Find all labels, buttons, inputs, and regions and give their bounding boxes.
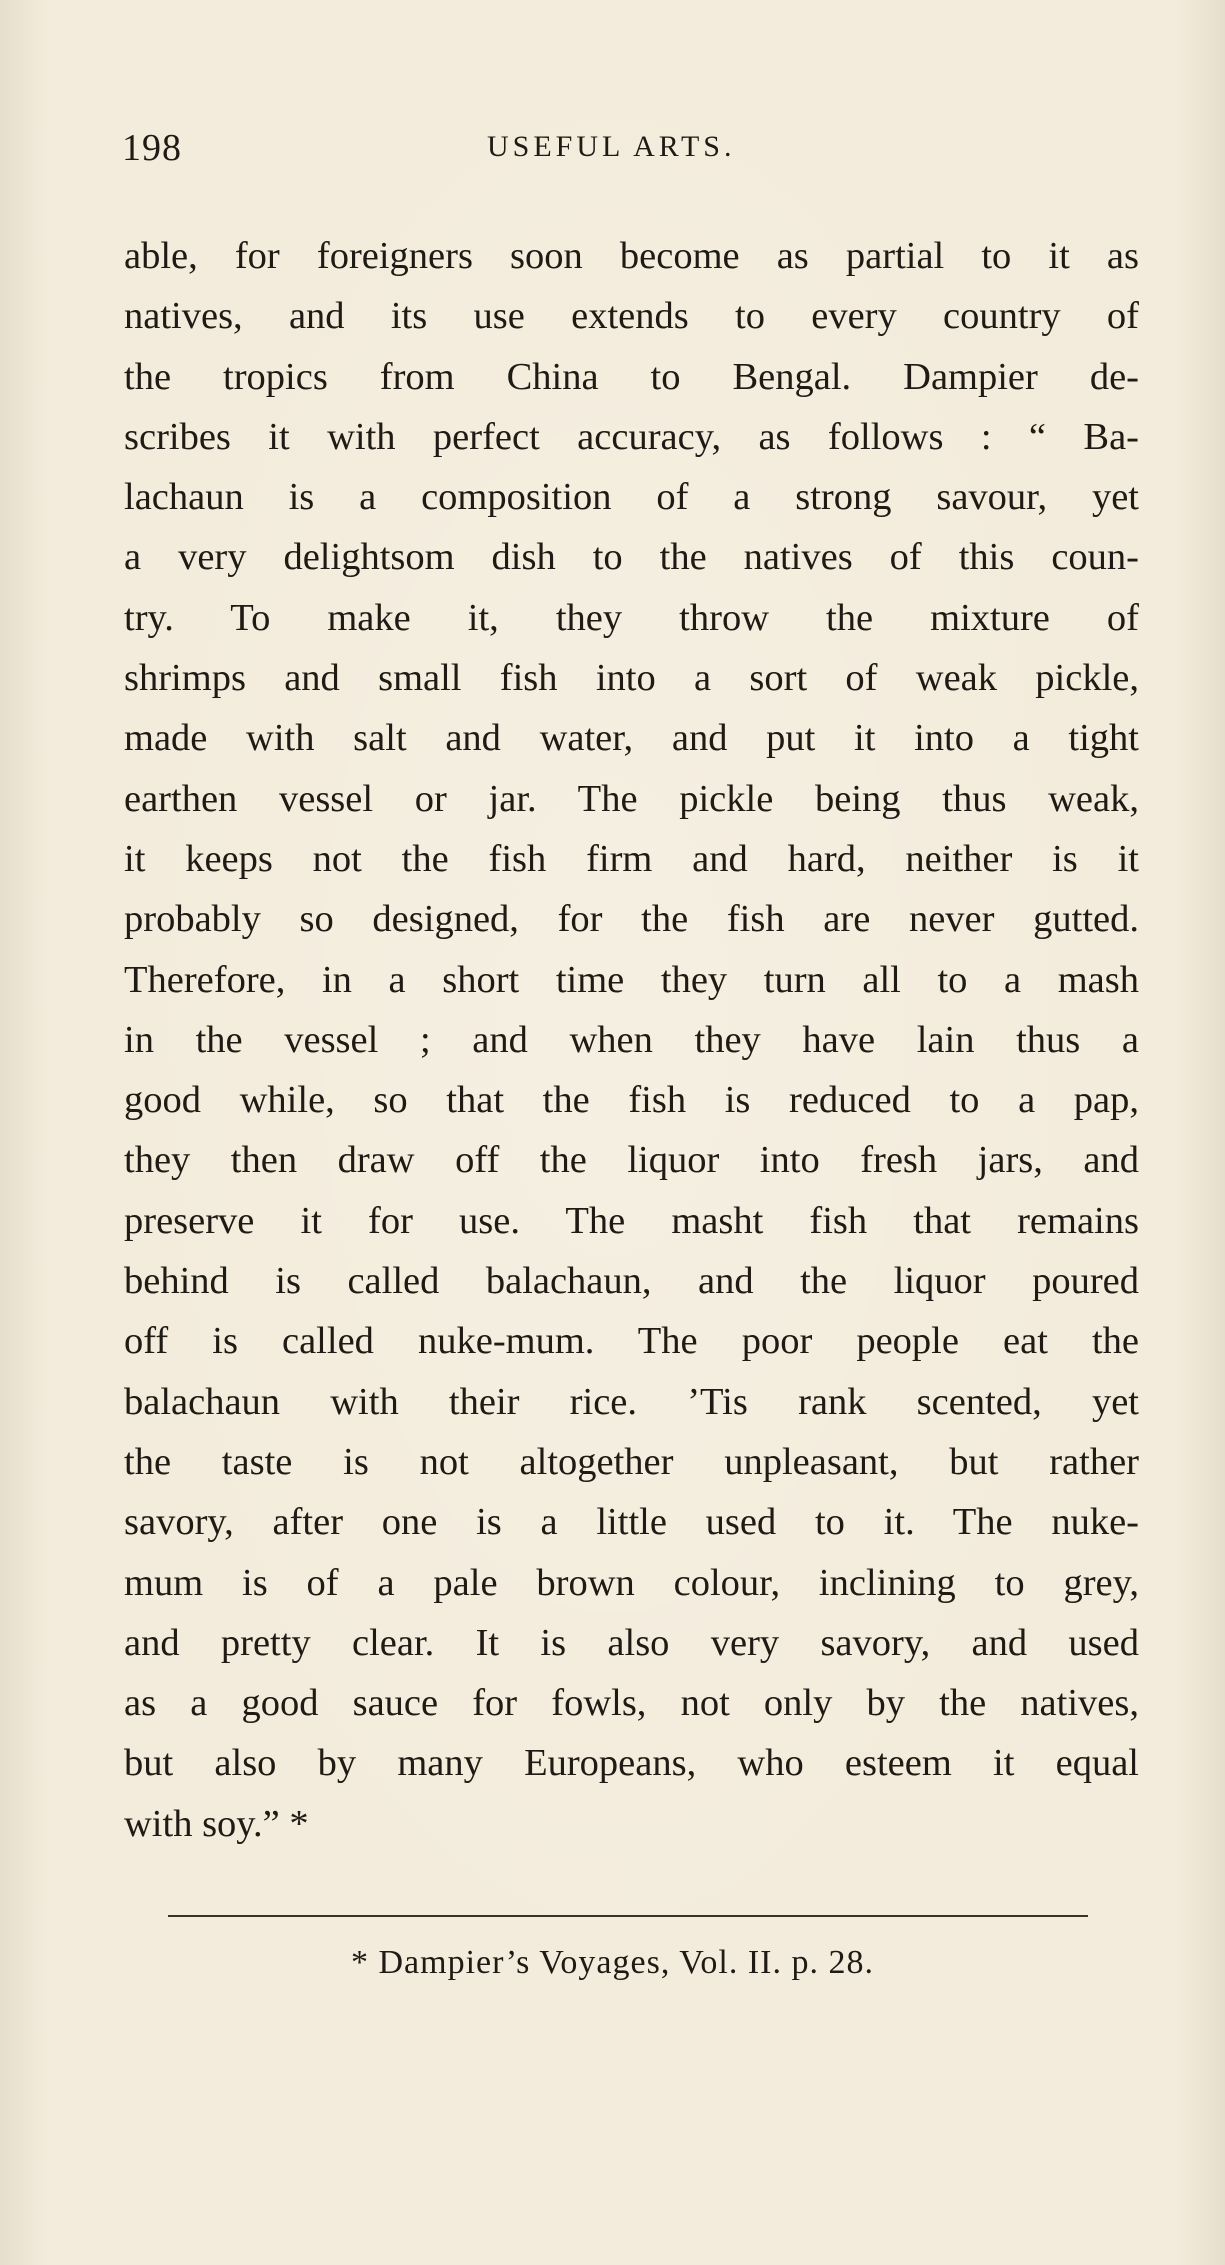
text-line: scribes it with perfect accuracy, as follows : “ Ba- (124, 415, 1139, 458)
text-line: in the vessel ; and when they have lain thus a (124, 1018, 1139, 1061)
text-line: good while, so that the fish is reduced to a pap, (124, 1079, 1139, 1122)
body-text (124, 226, 1139, 1854)
text-line: off is called nuke-mum. The poor people eat the (124, 1320, 1139, 1363)
text-line: the tropics from China to Bengal. Dampier de- (124, 355, 1139, 398)
text-line: they then draw off the liquor into fresh jars, and (124, 1139, 1139, 1182)
text-line: preserve it for use. The masht fish that remains (124, 1199, 1139, 1242)
text-line: shrimps and small fish into a sort of weak pickle, (124, 657, 1139, 700)
text-line: the taste is not altogether unpleasant, but rather (124, 1440, 1139, 1483)
footnote-divider (168, 1915, 1088, 1917)
text-line: a very delightsom dish to the natives of this coun- (124, 536, 1139, 579)
text-line: Therefore, in a short time they turn all to a mash (124, 958, 1139, 1001)
running-title: USEFUL ARTS. (487, 130, 736, 163)
text-line: savory, after one is a little used to it. The nuke- (124, 1501, 1139, 1544)
footnote: * Dampier’s Voyages, Vol. II. p. 28. (350, 1944, 874, 1981)
text-line: balachaun with their rice. ’Tis rank scented, yet (124, 1380, 1139, 1423)
text-line: but also by many Europeans, who esteem it equal (124, 1742, 1139, 1785)
text-line: mum is of a pale brown colour, inclining to grey, (124, 1561, 1139, 1604)
running-header (122, 126, 1142, 176)
text-line: probably so designed, for the fish are never gutted. (124, 898, 1139, 941)
page-number: 198 (122, 127, 182, 169)
text-line: natives, and its use extends to every country of (124, 295, 1139, 338)
text-line: behind is called balachaun, and the liquor poured (124, 1260, 1139, 1303)
text-line: earthen vessel or jar. The pickle being thus weak, (124, 777, 1139, 820)
text-line: and pretty clear. It is also very savory, and used (124, 1621, 1139, 1664)
text-line: able, for foreigners soon become as partial to it as (124, 235, 1139, 277)
text-line: it keeps not the fish firm and hard, neither is it (124, 837, 1139, 880)
text-line: lachaun is a composition of a strong savour, yet (124, 476, 1139, 519)
text-line: try. To make it, they throw the mixture of (124, 596, 1139, 639)
text-line-last: with soy.” * (124, 1802, 309, 1845)
text-line: made with salt and water, and put it into a tight (124, 717, 1139, 760)
text-line: as a good sauce for fowls, not only by the natives, (124, 1682, 1139, 1725)
